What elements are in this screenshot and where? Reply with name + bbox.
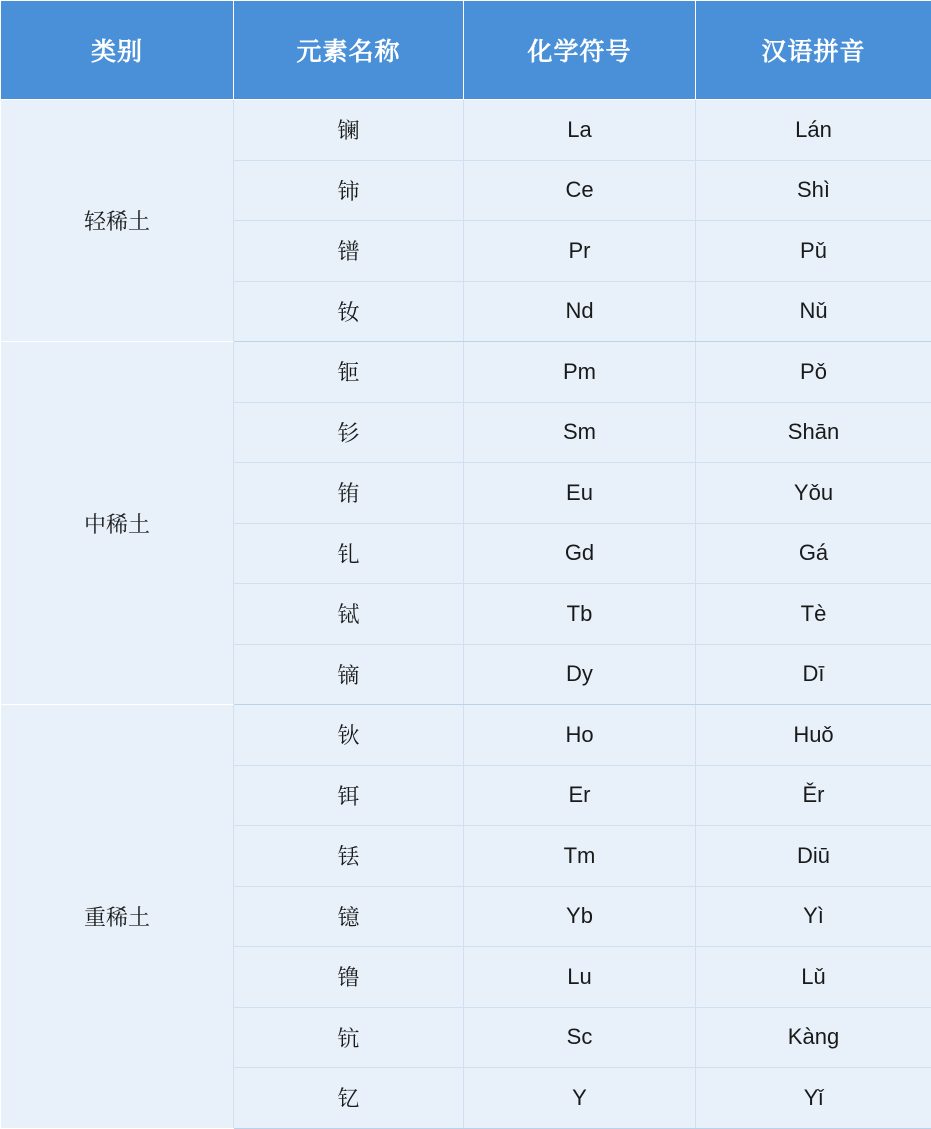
chemical-symbol-cell: Y	[464, 1068, 696, 1129]
pinyin-cell: Lán	[696, 100, 931, 161]
category-cell: 重稀土	[1, 705, 234, 1129]
pinyin-cell: Ěr	[696, 765, 931, 826]
column-header-category: 类别	[1, 1, 234, 100]
element-name-cell: 钬	[234, 705, 464, 766]
pinyin-cell: Yǒu	[696, 463, 931, 524]
chemical-symbol-cell: Nd	[464, 281, 696, 342]
chemical-symbol-cell: Eu	[464, 463, 696, 524]
pinyin-cell: Diū	[696, 826, 931, 887]
element-name-cell: 钆	[234, 523, 464, 584]
element-name-cell: 镧	[234, 100, 464, 161]
header-row	[1, 1, 931, 100]
pinyin-cell: Yǐ	[696, 1068, 931, 1129]
pinyin-cell: Pǒ	[696, 342, 931, 403]
element-name-cell: 镥	[234, 947, 464, 1008]
chemical-symbol-cell: Dy	[464, 644, 696, 705]
pinyin-cell: Kàng	[696, 1007, 931, 1068]
chemical-symbol-cell: Ce	[464, 160, 696, 221]
table-body	[1, 100, 931, 1129]
table-row	[1, 342, 931, 403]
table-row	[1, 100, 931, 161]
element-name-cell: 铥	[234, 826, 464, 887]
pinyin-cell: Shì	[696, 160, 931, 221]
table-header	[1, 1, 931, 100]
pinyin-cell: Tè	[696, 584, 931, 645]
pinyin-cell: Gá	[696, 523, 931, 584]
pinyin-cell: Shān	[696, 402, 931, 463]
element-name-cell: 镱	[234, 886, 464, 947]
pinyin-cell: Lǔ	[696, 947, 931, 1008]
column-header-element-name: 元素名称	[234, 1, 464, 100]
element-name-cell: 镨	[234, 221, 464, 282]
element-name-cell: 铒	[234, 765, 464, 826]
chemical-symbol-cell: Gd	[464, 523, 696, 584]
pinyin-cell: Yì	[696, 886, 931, 947]
element-name-cell: 钇	[234, 1068, 464, 1129]
chemical-symbol-cell: Lu	[464, 947, 696, 1008]
pinyin-cell: Pǔ	[696, 221, 931, 282]
chemical-symbol-cell: Er	[464, 765, 696, 826]
element-name-cell: 铈	[234, 160, 464, 221]
chemical-symbol-cell: Ho	[464, 705, 696, 766]
chemical-symbol-cell: Sm	[464, 402, 696, 463]
element-name-cell: 镝	[234, 644, 464, 705]
column-header-pinyin: 汉语拼音	[696, 1, 931, 100]
chemical-symbol-cell: Tb	[464, 584, 696, 645]
chemical-symbol-cell: Pm	[464, 342, 696, 403]
category-cell: 轻稀土	[1, 100, 234, 342]
chemical-symbol-cell: Tm	[464, 826, 696, 887]
category-cell: 中稀土	[1, 342, 234, 705]
chemical-symbol-cell: Pr	[464, 221, 696, 282]
element-name-cell: 钷	[234, 342, 464, 403]
pinyin-cell: Dī	[696, 644, 931, 705]
column-header-chemical-symbol: 化学符号	[464, 1, 696, 100]
pinyin-cell: Nǔ	[696, 281, 931, 342]
element-name-cell: 钐	[234, 402, 464, 463]
chemical-symbol-cell: La	[464, 100, 696, 161]
chemical-symbol-cell: Yb	[464, 886, 696, 947]
chemical-symbol-cell: Sc	[464, 1007, 696, 1068]
element-name-cell: 铕	[234, 463, 464, 524]
pinyin-cell: Huǒ	[696, 705, 931, 766]
element-name-cell: 钪	[234, 1007, 464, 1068]
table-row	[1, 705, 931, 766]
element-name-cell: 钕	[234, 281, 464, 342]
element-name-cell: 铽	[234, 584, 464, 645]
